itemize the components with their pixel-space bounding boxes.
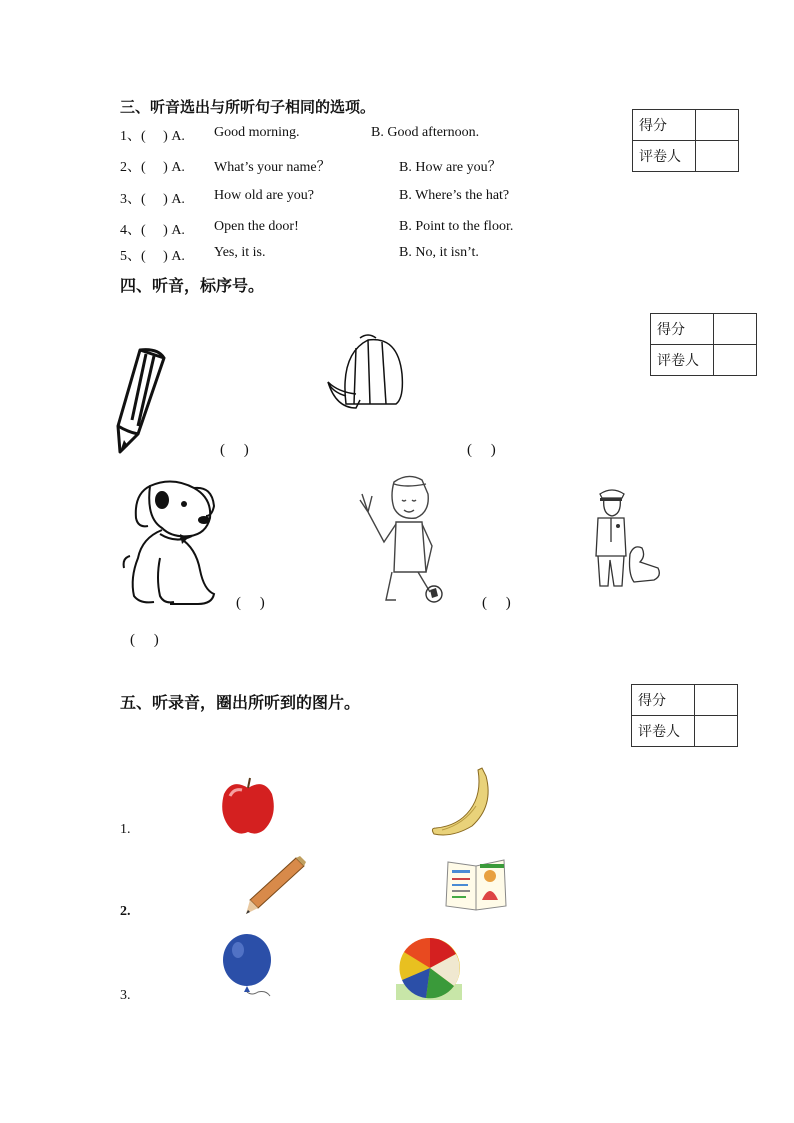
- grader-label: 评卷人: [632, 716, 695, 747]
- police-officer-drawing: [584, 484, 664, 592]
- apple-picture[interactable]: [220, 776, 276, 836]
- section5-title: 五、听录音，圈出所听到的图片。: [120, 693, 361, 712]
- pencil-drawing: [118, 348, 178, 456]
- pencil-picture[interactable]: [244, 856, 306, 916]
- score-label: 得分: [633, 110, 696, 141]
- option-a: How old are you?: [214, 188, 314, 203]
- score-box-3: [631, 684, 738, 747]
- answer-blank[interactable]: ( ): [482, 595, 511, 611]
- book-picture[interactable]: [444, 856, 508, 912]
- option-b: B. Point to the floor.: [399, 219, 514, 234]
- answer-blank[interactable]: ( ): [467, 442, 496, 458]
- grader-blank[interactable]: [696, 141, 739, 172]
- section4-title: 四、听音，标序号。: [120, 276, 265, 295]
- answer-blank[interactable]: ( ): [236, 595, 265, 611]
- balloon-picture[interactable]: [220, 934, 276, 1000]
- option-a: Open the door!: [214, 219, 299, 234]
- question-number[interactable]: 4、( ) A.: [120, 223, 185, 238]
- question-number[interactable]: 5、( ) A.: [120, 249, 185, 264]
- option-b: B. Where’s the hat?: [399, 188, 510, 203]
- option-a: Good morning.: [214, 125, 300, 140]
- score-blank[interactable]: [714, 314, 757, 345]
- row-number: 1.: [120, 822, 131, 837]
- dog-drawing: [120, 478, 216, 608]
- option-b: B. No, it isn’t.: [399, 245, 479, 260]
- grader-blank[interactable]: [714, 345, 757, 376]
- score-label: 得分: [651, 314, 714, 345]
- boy-drawing: [356, 472, 462, 606]
- score-box-2: [650, 313, 757, 376]
- banana-picture[interactable]: [428, 766, 496, 838]
- question-number[interactable]: 1、( ) A.: [120, 129, 185, 144]
- answer-blank[interactable]: ( ): [220, 442, 249, 458]
- question-number[interactable]: 2、( ) A.: [120, 160, 185, 175]
- grader-label: 评卷人: [651, 345, 714, 376]
- answer-blank[interactable]: ( ): [130, 632, 159, 648]
- ball-picture[interactable]: [396, 936, 462, 1000]
- score-blank[interactable]: [696, 110, 739, 141]
- grader-label: 评卷人: [633, 141, 696, 172]
- question-number[interactable]: 3、( ) A.: [120, 192, 185, 207]
- row-number: 2.: [120, 904, 131, 919]
- option-a: What’s your name？: [214, 160, 331, 175]
- score-label: 得分: [632, 685, 695, 716]
- score-blank[interactable]: [695, 685, 738, 716]
- section3-title: 三、听音选出与所听句子相同的选项。: [120, 98, 376, 116]
- grader-blank[interactable]: [695, 716, 738, 747]
- score-box-1: [632, 109, 739, 172]
- option-a: Yes, it is.: [214, 245, 266, 260]
- option-b: B. Good afternoon.: [371, 125, 480, 140]
- cap-drawing: [326, 334, 408, 412]
- row-number: 3.: [120, 988, 131, 1003]
- option-b: B. How are you？: [399, 160, 502, 175]
